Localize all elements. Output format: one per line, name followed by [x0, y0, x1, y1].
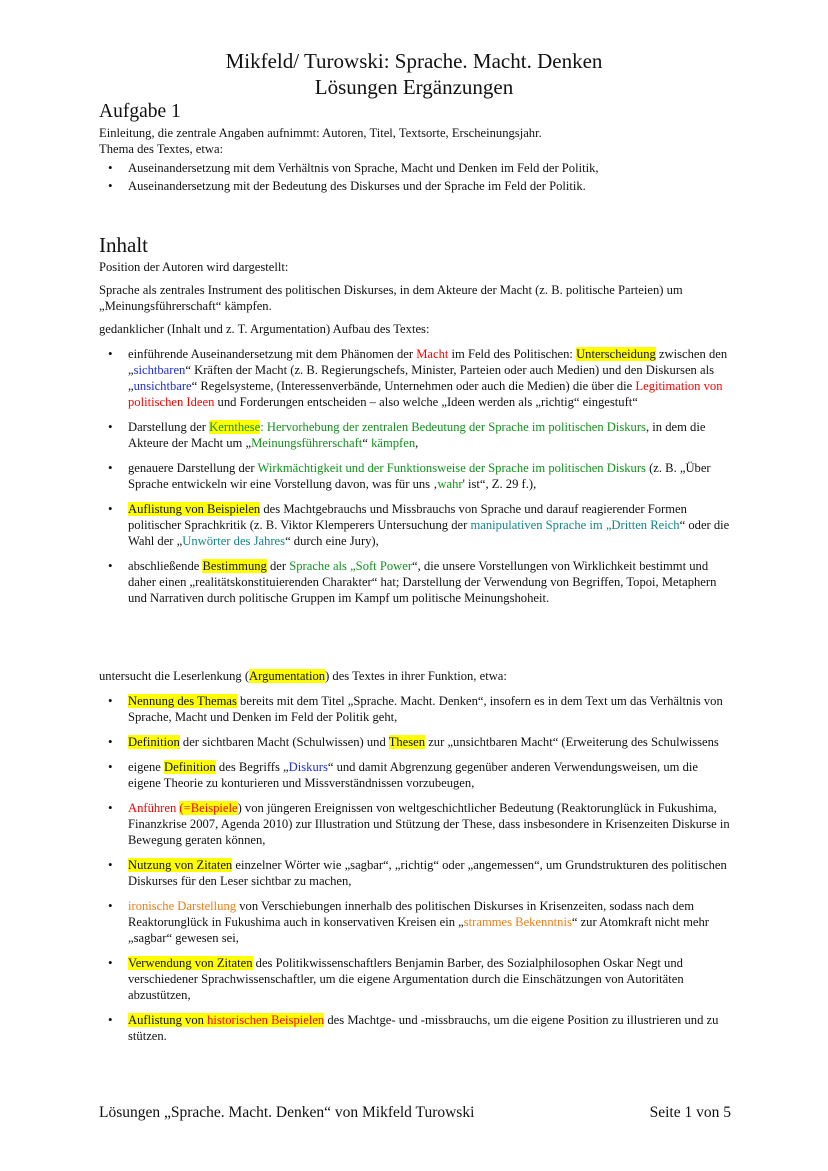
heading-inhalt: Inhalt: [99, 233, 148, 257]
highlight-verwendung-zitaten: Verwendung von Zitaten: [128, 956, 253, 970]
term-ironische-darstellung: ironische Darstellung: [128, 899, 237, 913]
leserlenkung-label: [99, 668, 731, 684]
term-meinungsfuehrerschaft: Meinungsführerschaft: [251, 436, 363, 450]
list-item: [99, 734, 731, 750]
list-item: • Auseinandersetzung mit dem Verhältnis von Sprache, Macht und Denken im Feld der Politik,: [99, 160, 731, 176]
text: “ oder die Wahl der „: [128, 518, 730, 548]
term-legitimation: Legitimation von politischen Ideen: [128, 379, 723, 409]
text: “: [362, 436, 372, 450]
list-item: [99, 800, 731, 848]
text: eigene: [128, 760, 165, 774]
text: “, die unsere Vorstellungen von Wirklichkeit bestimmt und daher einen „realitätskonstituierenden Charakter“ hat; Darstellung der Verwendung von Begriffen, Topoi, Metaphern und Narrativen durch politische Gruppen im Kampf um politische Meinungshoheit.: [128, 559, 717, 605]
highlight-auflistung: Auflistung von Beispielen: [128, 502, 261, 516]
document-title: [0, 48, 828, 100]
term-sichtbaren: sichtbaren: [133, 363, 186, 377]
text: ) von jüngeren Ereignissen von weltgeschichtlicher Bedeutung (Reaktorunglück in Fukushima, Finanzkrise 2007, Agenda 2010) zur Illustration und Stützung der These, dass insbesondere in Krisenzeiten Diskurse in Bewegung geraten können,: [128, 801, 730, 847]
text: abschließende: [128, 559, 203, 573]
highlight-thesen: Thesen: [388, 735, 426, 749]
text: , in dem die Akteure der Macht um „: [128, 420, 706, 450]
list-item: [99, 1012, 731, 1044]
highlight-beispiele: (=Beispiele: [179, 801, 238, 815]
term-unsichtbare: unsichtbare: [133, 379, 192, 393]
list-item: [99, 419, 731, 451]
text: “ Regelsysteme, (Interessenverbände, Unternehmen oder auch die Medien) die über die: [191, 379, 636, 393]
term-diskurs: Diskurs: [288, 760, 328, 774]
list-item: [99, 898, 731, 946]
highlight-bestimmung: Bestimmung: [202, 559, 267, 573]
highlight-definition: Definition: [164, 760, 216, 774]
inhalt-list: [99, 346, 731, 615]
term-anfuehren: Anführen: [128, 801, 180, 815]
text: von Verschiebungen innerhalb des politischen Diskurses in Krisenzeiten, sodass nach dem Reaktorunglück in Fukushima auch in konservativen Kreisen ein „: [128, 899, 695, 929]
text: genauere Darstellung der: [128, 461, 258, 475]
list-item: [99, 558, 731, 606]
text: “ und damit Abgrenzung gegenüber anderen Verwendungsweisen, um die eigene Theorie zu konturieren und Missverständnissen vorzubeugen,: [128, 760, 698, 790]
highlight-nennung: Nennung des Themas: [128, 694, 237, 708]
term-soft-power: Sprache als „Soft Power: [289, 559, 413, 573]
term-wahr: wahr: [437, 477, 463, 491]
page-number: Seite 1 von 5: [649, 1104, 731, 1121]
highlight-argumentation: Argumentation: [249, 669, 326, 683]
text: ' ist“, Z. 29 f.),: [462, 477, 537, 491]
text: ,: [415, 436, 419, 450]
text: bereits mit dem Titel „Sprache. Macht. Denken“, insofern es in dem Text um das Verhältnis von Sprache, Macht und Denken im Feld der Politik geht,: [128, 694, 723, 724]
list-item: [99, 759, 731, 791]
text: einzelner Wörter wie „sagbar“, „richtig“ oder „angemessen“, um Grundstrukturen des politischen Diskurses für den Leser sichtbar zu machen,: [128, 858, 727, 888]
list-item: [99, 346, 731, 410]
text: des Machtgebrauchs und Missbrauchs von Sprache und darauf reagierender Formen politischer Sprachkritik (z. B. Viktor Klemperers Untersuchung der: [128, 502, 687, 532]
text: der: [266, 559, 290, 573]
sprache-paragraph: Sprache als zentrales Instrument des politischen Diskurses, in dem Akteure der Macht (z. B. politische Parteien) um „Meinungsführerschaft“ kämpfen.: [99, 283, 683, 313]
list-item: • Auseinandersetzung mit der Bedeutung des Diskurses und der Sprache im Feld der Politik.: [99, 178, 731, 194]
heading-aufgabe: Aufgabe 1: [99, 101, 181, 122]
highlight-definition: Definition: [128, 735, 180, 749]
text: untersucht die Leserlenkung (: [99, 669, 250, 683]
aufbau-label: gedanklicher (Inhalt und z. T. Argumentation) Aufbau des Textes:: [99, 322, 430, 336]
title-line-1: Mikfeld/ Turowski: Sprache. Macht. Denken: [225, 49, 603, 73]
term-kaempfen: kämpfen: [371, 436, 416, 450]
intro-text: Einleitung, die zentrale Angaben aufnimmt: Autoren, Titel, Textsorte, Erscheinungsjahr.: [99, 126, 542, 140]
text: einführende Auseinandersetzung mit dem Phänomen der: [128, 347, 417, 361]
thema-list: [99, 160, 731, 196]
highlight-nutzung-zitaten: Nutzung von Zitaten: [128, 858, 233, 872]
term-hervorhebung: : Hervorhebung der zentralen Bedeutung der Sprache im politischen Diskurs: [260, 420, 646, 434]
text: “ durch eine Jury),: [285, 534, 379, 548]
list-item: [99, 693, 731, 725]
text: zur „unsichtbaren Macht“ (Erweiterung des Schulwissens: [425, 735, 719, 749]
term-unwoerter: Unwörter des Jahres: [182, 534, 286, 548]
text: des Politikwissenschaftlers Benjamin Barber, des Sozialphilosophen Oskar Negt und verschiedener Sprachwissenschaftler, um die eigene Argumentation durch die Einschätzungen von Autoritäten abzustützen,: [128, 956, 684, 1002]
text: des Begriffs „: [215, 760, 289, 774]
list-item: [99, 460, 731, 492]
text: des Machtge- und -missbrauchs, um die eigene Position zu illustrieren und zu stützen.: [128, 1013, 719, 1043]
leserlenkung-list: [99, 693, 731, 1053]
highlight-auflistung: Auflistung von: [128, 1013, 208, 1027]
text: und Forderungen entscheiden – also welche „Ideen werden als „richtig“ eingestuft“: [214, 395, 638, 409]
page-footer: [99, 1103, 731, 1123]
term-wirkmaechtigkeit: Wirkmächtigkeit und der Funktionsweise der Sprache im politischen Diskurs: [257, 461, 646, 475]
highlight-unterscheidung: Unterscheidung: [576, 347, 656, 361]
term-dritten-reich: manipulativen Sprache im „Dritten Reich: [470, 518, 680, 532]
text: (z. B. „Über Sprache entwickeln wir eine Vorstellung davon, was für uns ‚: [128, 461, 711, 491]
text: zwischen den „: [128, 347, 728, 377]
highlight-historische-beispiele: historischen Beispielen: [207, 1013, 325, 1027]
text: “ Kräften der Macht (z. B. Regierungschefs, Minister, Parteien oder auch Medien) und den Diskursen als „: [128, 363, 714, 393]
list-item: [99, 501, 731, 549]
footer-title: Lösungen „Sprache. Macht. Denken“ von Mikfeld Turowski: [99, 1104, 475, 1121]
list-item: [99, 955, 731, 1003]
text: ) des Textes in ihrer Funktion, etwa:: [325, 669, 507, 683]
text: im Feld des Politischen:: [448, 347, 577, 361]
text: “ zur Atomkraft nicht mehr „sagbar“ gewesen sei,: [128, 915, 709, 945]
text: der sichtbaren Macht (Schulwissen) und: [179, 735, 389, 749]
list-item: [99, 857, 731, 889]
highlight-kernthese: Kernthese: [209, 420, 261, 434]
title-line-2: Lösungen Ergänzungen: [314, 75, 514, 99]
term-macht: Macht: [416, 347, 449, 361]
position-text: Position der Autoren wird dargestellt:: [99, 260, 289, 274]
thema-label: Thema des Textes, etwa:: [99, 142, 224, 156]
term-strammes-bekenntnis: strammes Bekenntnis: [463, 915, 572, 929]
text: Darstellung der: [128, 420, 210, 434]
